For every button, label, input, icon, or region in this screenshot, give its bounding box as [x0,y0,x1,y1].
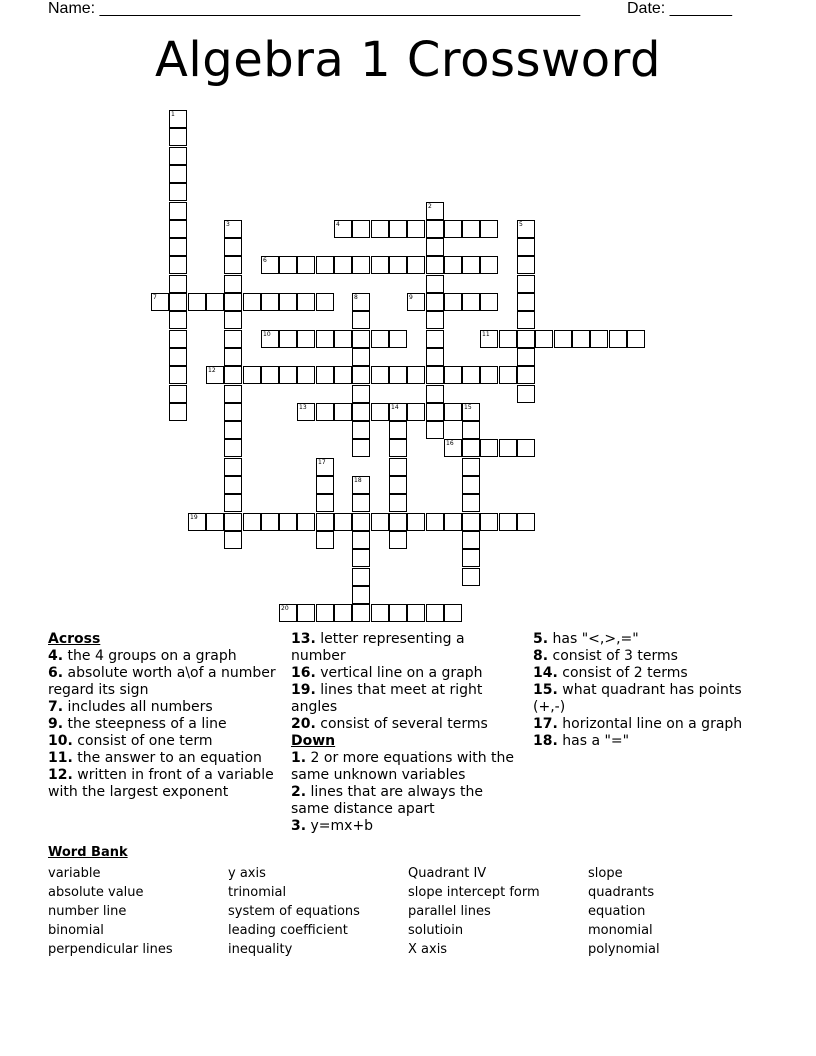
crossword-cell[interactable] [371,330,389,348]
clue-number: 10 [263,331,271,338]
word-bank-item: Quadrant IV [408,866,487,881]
clue-number: 7 [153,294,157,301]
clue-down-8: 8. consist of 3 terms [533,648,678,664]
word-bank-item: number line [48,904,127,919]
crossword-cell[interactable] [352,549,370,567]
crossword-cell[interactable] [389,458,407,476]
clue-number: 20 [281,605,289,612]
word-bank-item: y axis [228,866,266,881]
crossword-cell[interactable] [169,256,187,274]
crossword-cell[interactable] [517,366,535,384]
crossword-cell[interactable] [224,513,242,531]
crossword-cell[interactable] [462,531,480,549]
clue-across-11: 11. the answer to an equation [48,750,262,766]
clue-across-16: 16. vertical line on a graph [291,665,483,681]
word-bank-item: polynomial [588,942,660,957]
crossword-cell[interactable] [169,238,187,256]
crossword-cell[interactable] [480,439,498,457]
crossword-cell[interactable] [426,421,444,439]
crossword-cell[interactable] [426,348,444,366]
crossword-cell[interactable] [389,531,407,549]
crossword-cell[interactable] [462,421,480,439]
crossword-cell[interactable] [499,439,517,457]
crossword-cell[interactable] [297,513,315,531]
crossword-cell[interactable] [169,330,187,348]
word-bank-column-1 [48,864,173,959]
crossword-cell[interactable] [243,293,261,311]
crossword-cell[interactable] [480,220,498,238]
word-bank-column-4 [588,864,660,959]
crossword-cell[interactable] [297,293,315,311]
crossword-cell[interactable] [316,366,334,384]
crossword-cell[interactable] [426,256,444,274]
crossword-cell[interactable] [407,403,425,421]
crossword-cell[interactable] [517,238,535,256]
crossword-cell[interactable] [352,385,370,403]
clue-number: 13 [299,404,307,411]
crossword-cell[interactable] [480,330,498,348]
crossword-cell[interactable] [224,439,242,457]
crossword-cell[interactable] [389,366,407,384]
crossword-cell[interactable] [297,604,315,622]
crossword-cell[interactable] [426,275,444,293]
crossword-cell[interactable] [352,330,370,348]
clue-down-14: 14. consist of 2 terms [533,665,688,681]
crossword-cell[interactable] [517,348,535,366]
word-bank-item: slope [588,866,623,881]
clue-down-3: 3. y=mx+b [291,818,374,834]
clue-number: 15 [464,404,472,411]
clue-number: 4 [336,221,340,228]
crossword-cell[interactable] [261,256,279,274]
word-bank-item: X axis [408,942,448,957]
crossword-cell[interactable] [462,513,480,531]
crossword-cell[interactable] [169,147,187,165]
crossword-cell[interactable] [407,293,425,311]
crossword-cell[interactable] [224,421,242,439]
down-heading: Down [291,733,336,749]
crossword-cell[interactable] [243,513,261,531]
crossword-cell[interactable] [224,476,242,494]
crossword-cell[interactable] [609,330,627,348]
crossword-cell[interactable] [316,604,334,622]
crossword-cell[interactable] [389,476,407,494]
crossword-cell[interactable] [224,275,242,293]
crossword-cell[interactable] [389,439,407,457]
word-bank-item: quadrants [588,885,655,900]
crossword-cell[interactable] [535,330,553,348]
crossword-cell[interactable] [224,220,242,238]
crossword-cell[interactable] [169,110,187,128]
page-title: Algebra 1 Crossword [155,32,661,88]
crossword-cell[interactable] [462,549,480,567]
crossword-cell[interactable] [261,330,279,348]
clue-across-9: 9. the steepness of a line [48,716,227,732]
crossword-cell[interactable] [169,348,187,366]
crossword-cell[interactable] [480,366,498,384]
clue-across-20: 20. consist of several terms [291,716,488,732]
word-bank-column-2 [228,864,360,959]
crossword-cell[interactable] [462,476,480,494]
crossword-cell[interactable] [389,494,407,512]
crossword-cell[interactable] [517,220,535,238]
crossword-cell[interactable] [261,293,279,311]
crossword-cell[interactable] [224,238,242,256]
crossword-cell[interactable] [407,366,425,384]
crossword-cell[interactable] [426,330,444,348]
crossword-cell[interactable] [224,366,242,384]
crossword-cell[interactable] [444,513,462,531]
crossword-cell[interactable] [224,531,242,549]
crossword-cell[interactable] [426,403,444,421]
crossword-cell[interactable] [297,403,315,421]
crossword-cell[interactable] [426,202,444,220]
crossword-cell[interactable] [352,568,370,586]
crossword-cell[interactable] [169,275,187,293]
crossword-cell[interactable] [517,330,535,348]
crossword-cell[interactable] [316,403,334,421]
crossword-cell[interactable] [426,513,444,531]
crossword-cell[interactable] [169,385,187,403]
crossword-cell[interactable] [334,604,352,622]
clue-across-4: 4. the 4 groups on a graph [48,648,237,664]
crossword-cell[interactable] [316,458,334,476]
crossword-cell[interactable] [352,476,370,494]
clue-across-13: 13. letter representing a number [291,631,465,664]
crossword-cell[interactable] [462,494,480,512]
word-bank-item: solutioin [408,923,464,938]
clue-number: 3 [226,221,230,228]
crossword-cell[interactable] [426,366,444,384]
crossword-cell[interactable] [444,604,462,622]
crossword-cell[interactable] [517,439,535,457]
crossword-cell[interactable] [334,403,352,421]
clues-column-2 [291,631,521,835]
crossword-cell[interactable] [316,293,334,311]
crossword-cell[interactable] [261,366,279,384]
crossword-cell[interactable] [426,238,444,256]
clue-down-17: 17. horizontal line on a graph [533,716,743,732]
crossword-cell[interactable] [352,293,370,311]
word-bank-item: leading coefficient [228,923,348,938]
crossword-cell[interactable] [352,513,370,531]
crossword-cell[interactable] [371,513,389,531]
crossword-cell[interactable] [462,256,480,274]
crossword-cell[interactable] [462,568,480,586]
crossword-cell[interactable] [499,366,517,384]
crossword-cell[interactable] [316,330,334,348]
clue-down-5: 5. has "<,>,=" [533,631,639,647]
clue-number: 17 [318,459,326,466]
crossword-cell[interactable] [371,256,389,274]
crossword-cell[interactable] [279,604,297,622]
crossword-cell[interactable] [279,366,297,384]
crossword-cell[interactable] [389,604,407,622]
crossword-cell[interactable] [517,385,535,403]
crossword-cell[interactable] [352,421,370,439]
crossword-cell[interactable] [352,366,370,384]
crossword-cell[interactable] [352,311,370,329]
crossword-cell[interactable] [352,348,370,366]
crossword-cell[interactable] [243,366,261,384]
crossword-cell[interactable] [462,458,480,476]
crossword-cell[interactable] [169,183,187,201]
crossword-cell[interactable] [334,256,352,274]
crossword-cell[interactable] [389,403,407,421]
crossword-cell[interactable] [389,256,407,274]
crossword-cell[interactable] [169,311,187,329]
word-bank-item: parallel lines [408,904,491,919]
crossword-cell[interactable] [224,403,242,421]
clue-number: 9 [409,294,413,301]
crossword-cell[interactable] [261,513,279,531]
crossword-cell[interactable] [444,366,462,384]
crossword-cell[interactable] [426,604,444,622]
word-bank-item: binomial [48,923,104,938]
crossword-cell[interactable] [627,330,645,348]
crossword-cell[interactable] [334,366,352,384]
crossword-cell[interactable] [352,439,370,457]
clue-number: 2 [428,203,432,210]
crossword-cell[interactable] [426,293,444,311]
crossword-cell[interactable] [517,311,535,329]
crossword-cell[interactable] [426,220,444,238]
crossword-cell[interactable] [279,256,297,274]
clue-down-2: 2. lines that are always the same distance apart [291,784,483,817]
crossword-cell[interactable] [590,330,608,348]
clue-across-7: 7. includes all numbers [48,699,213,715]
crossword-cell[interactable] [188,513,206,531]
word-bank-column-3 [408,864,540,959]
crossword-cell[interactable] [426,385,444,403]
crossword-cell[interactable] [462,293,480,311]
crossword-cell[interactable] [371,220,389,238]
crossword-cell[interactable] [352,531,370,549]
across-heading: Across [48,631,101,647]
crossword-cell[interactable] [352,256,370,274]
crossword-cell[interactable] [480,513,498,531]
crossword-cell[interactable] [462,220,480,238]
crossword-cell[interactable] [279,293,297,311]
crossword-cell[interactable] [169,403,187,421]
clue-number: 14 [391,404,399,411]
word-bank-item: slope intercept form [408,885,540,900]
crossword-cell[interactable] [334,330,352,348]
word-bank-item: absolute value [48,885,144,900]
word-bank-item: equation [588,904,646,919]
crossword-cell[interactable] [499,513,517,531]
clue-number: 11 [482,331,490,338]
clue-number: 18 [354,477,362,484]
crossword-cell[interactable] [352,586,370,604]
clue-across-6: 6. absolute worth a\of a number regard its sign [48,665,276,698]
crossword-cell[interactable] [444,256,462,274]
clue-down-15: 15. what quadrant has points (+,-) [533,682,742,715]
word-bank-item: system of equations [228,904,360,919]
clue-number: 8 [354,294,358,301]
clue-across-10: 10. consist of one term [48,733,213,749]
crossword-cell[interactable] [517,275,535,293]
crossword-cell[interactable] [407,220,425,238]
clue-number: 1 [171,111,175,118]
crossword-cell[interactable] [297,256,315,274]
crossword-cell[interactable] [206,513,224,531]
crossword-cell[interactable] [371,403,389,421]
word-bank-heading: Word Bank [48,845,128,860]
crossword-cell[interactable] [169,366,187,384]
crossword-cell[interactable] [316,513,334,531]
crossword-cell[interactable] [316,531,334,549]
crossword-cell[interactable] [407,513,425,531]
clue-number: 19 [190,514,198,521]
crossword-cell[interactable] [462,403,480,421]
crossword-cell[interactable] [224,256,242,274]
crossword-cell[interactable] [316,256,334,274]
crossword-cell[interactable] [462,366,480,384]
crossword-cell[interactable] [316,476,334,494]
clue-number: 5 [519,221,523,228]
crossword-cell[interactable] [444,439,462,457]
crossword-cell[interactable] [224,385,242,403]
crossword-cell[interactable] [224,458,242,476]
crossword-cell[interactable] [517,293,535,311]
clue-number: 12 [208,367,216,374]
crossword-cell[interactable] [169,202,187,220]
date-field-label: Date: _______ [627,0,732,17]
crossword-cell[interactable] [297,366,315,384]
crossword-cell[interactable] [462,439,480,457]
clue-number: 16 [446,440,454,447]
crossword-cell[interactable] [480,293,498,311]
crossword-cell[interactable] [224,330,242,348]
crossword-cell[interactable] [407,256,425,274]
crossword-cell[interactable] [316,494,334,512]
crossword-cell[interactable] [352,604,370,622]
crossword-cell[interactable] [389,513,407,531]
crossword-cell[interactable] [371,366,389,384]
crossword-cell[interactable] [480,256,498,274]
crossword-cell[interactable] [352,403,370,421]
crossword-cell[interactable] [169,128,187,146]
crossword-cell[interactable] [554,330,572,348]
crossword-cell[interactable] [389,421,407,439]
crossword-cell[interactable] [224,311,242,329]
word-bank-item: perpendicular lines [48,942,173,957]
crossword-cell[interactable] [188,293,206,311]
clue-number: 6 [263,257,267,264]
crossword-cell[interactable] [407,604,425,622]
crossword-cell[interactable] [224,348,242,366]
clue-across-12: 12. written in front of a variable with the largest exponent [48,767,274,800]
clues-column-1 [48,631,278,801]
crossword-cell[interactable] [389,330,407,348]
crossword-cell[interactable] [297,330,315,348]
name-field-label: Name: ______________________________________________________ [48,0,581,17]
word-bank-item: variable [48,866,101,881]
word-bank-item: inequality [228,942,293,957]
crossword-cell[interactable] [371,604,389,622]
crossword-cell[interactable] [572,330,590,348]
clue-down-1: 1. 2 or more equations with the same unknown variables [291,750,515,783]
crossword-cell[interactable] [169,293,187,311]
crossword-cell[interactable] [499,330,517,348]
crossword-cell[interactable] [426,311,444,329]
crossword-cell[interactable] [334,220,352,238]
crossword-cell[interactable] [224,494,242,512]
crossword-cell[interactable] [224,293,242,311]
clues-column-3 [533,631,763,750]
word-bank-item: trinomial [228,885,287,900]
crossword-cell[interactable] [517,513,535,531]
crossword-cell[interactable] [444,220,462,238]
crossword-cell[interactable] [206,366,224,384]
crossword-cell[interactable] [352,494,370,512]
crossword-cell[interactable] [279,330,297,348]
crossword-cell[interactable] [444,293,462,311]
crossword-cell[interactable] [389,220,407,238]
crossword-cell[interactable] [151,293,169,311]
crossword-cell[interactable] [206,293,224,311]
crossword-cell[interactable] [334,513,352,531]
crossword-cell[interactable] [352,220,370,238]
clue-across-19: 19. lines that meet at right angles [291,682,483,715]
crossword-cell[interactable] [169,220,187,238]
crossword-cell[interactable] [169,165,187,183]
clue-down-18: 18. has a "=" [533,733,630,749]
crossword-cell[interactable] [517,256,535,274]
word-bank-item: monomial [588,923,653,938]
crossword-cell[interactable] [444,403,462,421]
crossword-cell[interactable] [279,513,297,531]
